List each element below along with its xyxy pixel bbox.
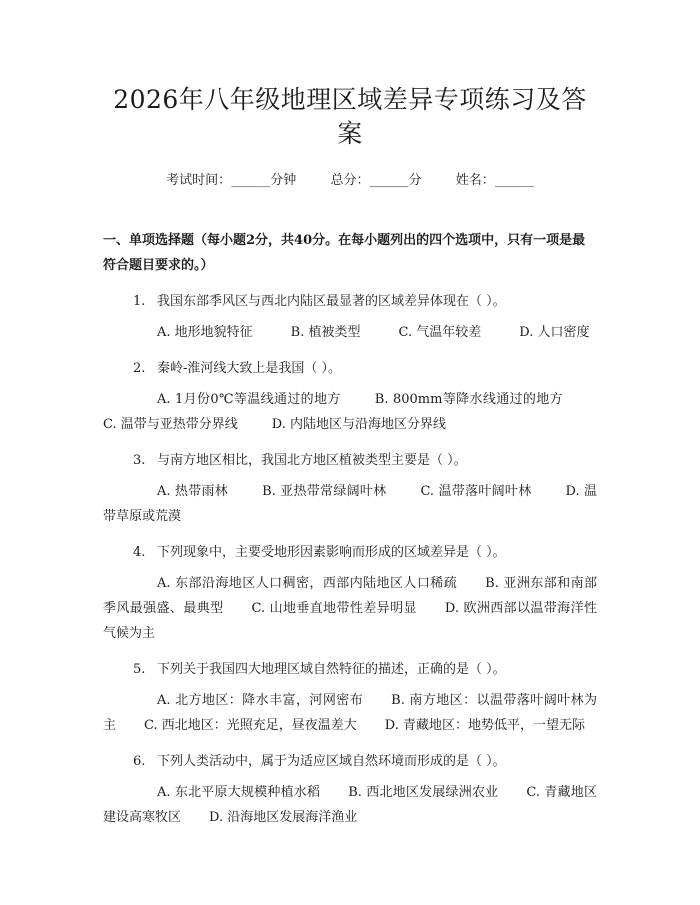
option-a: A. 东北平原大规模种植水稻 — [157, 785, 321, 800]
question-text: 下列关于我国四大地理区域自然特征的描述，正确的是（ ）。 — [157, 662, 506, 677]
option-d: D. 人口密度 — [519, 325, 590, 340]
question-stem — [103, 289, 597, 314]
option-a: A. 东部沿海地区人口稠密，西部内陆地区人口稀疏 — [157, 576, 458, 591]
question-options — [103, 320, 597, 345]
option-b: B. 800mm等降水线通过的地方 — [374, 392, 563, 407]
question-stem — [103, 356, 597, 381]
question-number: 4. — [133, 545, 146, 560]
option-d: D. 沿海地区发展海洋渔业 — [209, 810, 358, 825]
question-3 — [103, 448, 597, 529]
question-options — [103, 479, 597, 529]
option-c: C. 山地垂直地带性差异明显 — [251, 601, 417, 616]
option-b: B. 南方地区：以温带落叶阔叶林为主 — [103, 693, 598, 733]
total-score-unit: 分 — [408, 173, 422, 188]
option-d: D. 青藏地区：地势低平，一望无际 — [384, 718, 585, 733]
exam-time-unit: 分钟 — [270, 173, 297, 188]
student-name-blank: ______ — [494, 173, 534, 188]
option-a: A. 热带雨林 — [157, 484, 229, 499]
option-b: B. 亚热带常绿阔叶林 — [262, 484, 387, 499]
option-c: C. 青藏地区建设高寒牧区 — [103, 785, 597, 825]
question-6 — [103, 749, 597, 830]
question-options — [103, 688, 597, 738]
question-4 — [103, 540, 597, 646]
question-text: 与南方地区相比，我国北方地区植被类型主要是（ ）。 — [157, 453, 467, 468]
question-number: 5. — [133, 662, 146, 677]
option-c: C. 气温年较差 — [398, 325, 482, 340]
section-heading: 一、单项选择题（每小题2分，共40分。在每小题列出的四个选项中，只有一项是最符合题目要求的。） — [103, 233, 586, 273]
option-d: D. 内陆地区与沿海地区分界线 — [271, 417, 446, 432]
question-text: 我国东部季风区与西北内陆区最显著的区域差异体现在（ ）。 — [157, 294, 506, 309]
question-5 — [103, 657, 597, 738]
option-a: A. 地形地貌特征 — [157, 325, 253, 340]
question-options — [103, 571, 597, 646]
question-options — [103, 387, 597, 437]
question-2 — [103, 356, 597, 437]
question-number: 3. — [133, 453, 146, 468]
question-stem — [103, 540, 597, 565]
option-c: C. 温带落叶阔叶林 — [420, 484, 532, 499]
option-d: D. 温带草原或荒漠 — [103, 484, 597, 524]
question-1 — [103, 289, 597, 345]
option-b: B. 亚洲东部和南部季风最强盛、最典型 — [103, 576, 597, 616]
question-number: 1. — [133, 294, 146, 309]
option-a: A. 1月份0℃等温线通过的地方 — [157, 392, 341, 407]
question-text: 下列现象中，主要受地形因素影响而形成的区域差异是（ ）。 — [157, 545, 506, 560]
total-score-label: 总分： — [330, 173, 370, 188]
option-b: B. 植被类型 — [290, 325, 361, 340]
question-text: 下列人类活动中，属于为适应区域自然环境而形成的是（ ）。 — [157, 754, 506, 769]
exam-meta-line — [103, 171, 597, 191]
question-text: 秦岭-淮河线大致上是我国（ ）。 — [157, 361, 342, 376]
question-stem — [103, 448, 597, 473]
option-d: D. 欧洲西部以温带海洋性气候为主 — [103, 601, 597, 641]
option-c: C. 温带与亚热带分界线 — [103, 417, 238, 432]
student-name-label: 姓名： — [455, 173, 495, 188]
document-title: 2026年八年级地理区域差异专项练习及答案 — [113, 85, 587, 148]
exam-time-blank: ______ — [231, 173, 271, 188]
total-score-blank: ______ — [369, 173, 409, 188]
option-c: C. 西北地区：光照充足，昼夜温差大 — [144, 718, 357, 733]
option-a: A. 北方地区：降水丰富，河网密布 — [157, 693, 364, 708]
exam-time-label: 考试时间： — [166, 173, 232, 188]
question-options — [103, 780, 597, 830]
question-number: 2. — [133, 361, 146, 376]
question-number: 6. — [133, 754, 146, 769]
question-stem — [103, 749, 597, 774]
question-stem — [103, 657, 597, 682]
option-b: B. 西北地区发展绿洲农业 — [348, 785, 499, 800]
